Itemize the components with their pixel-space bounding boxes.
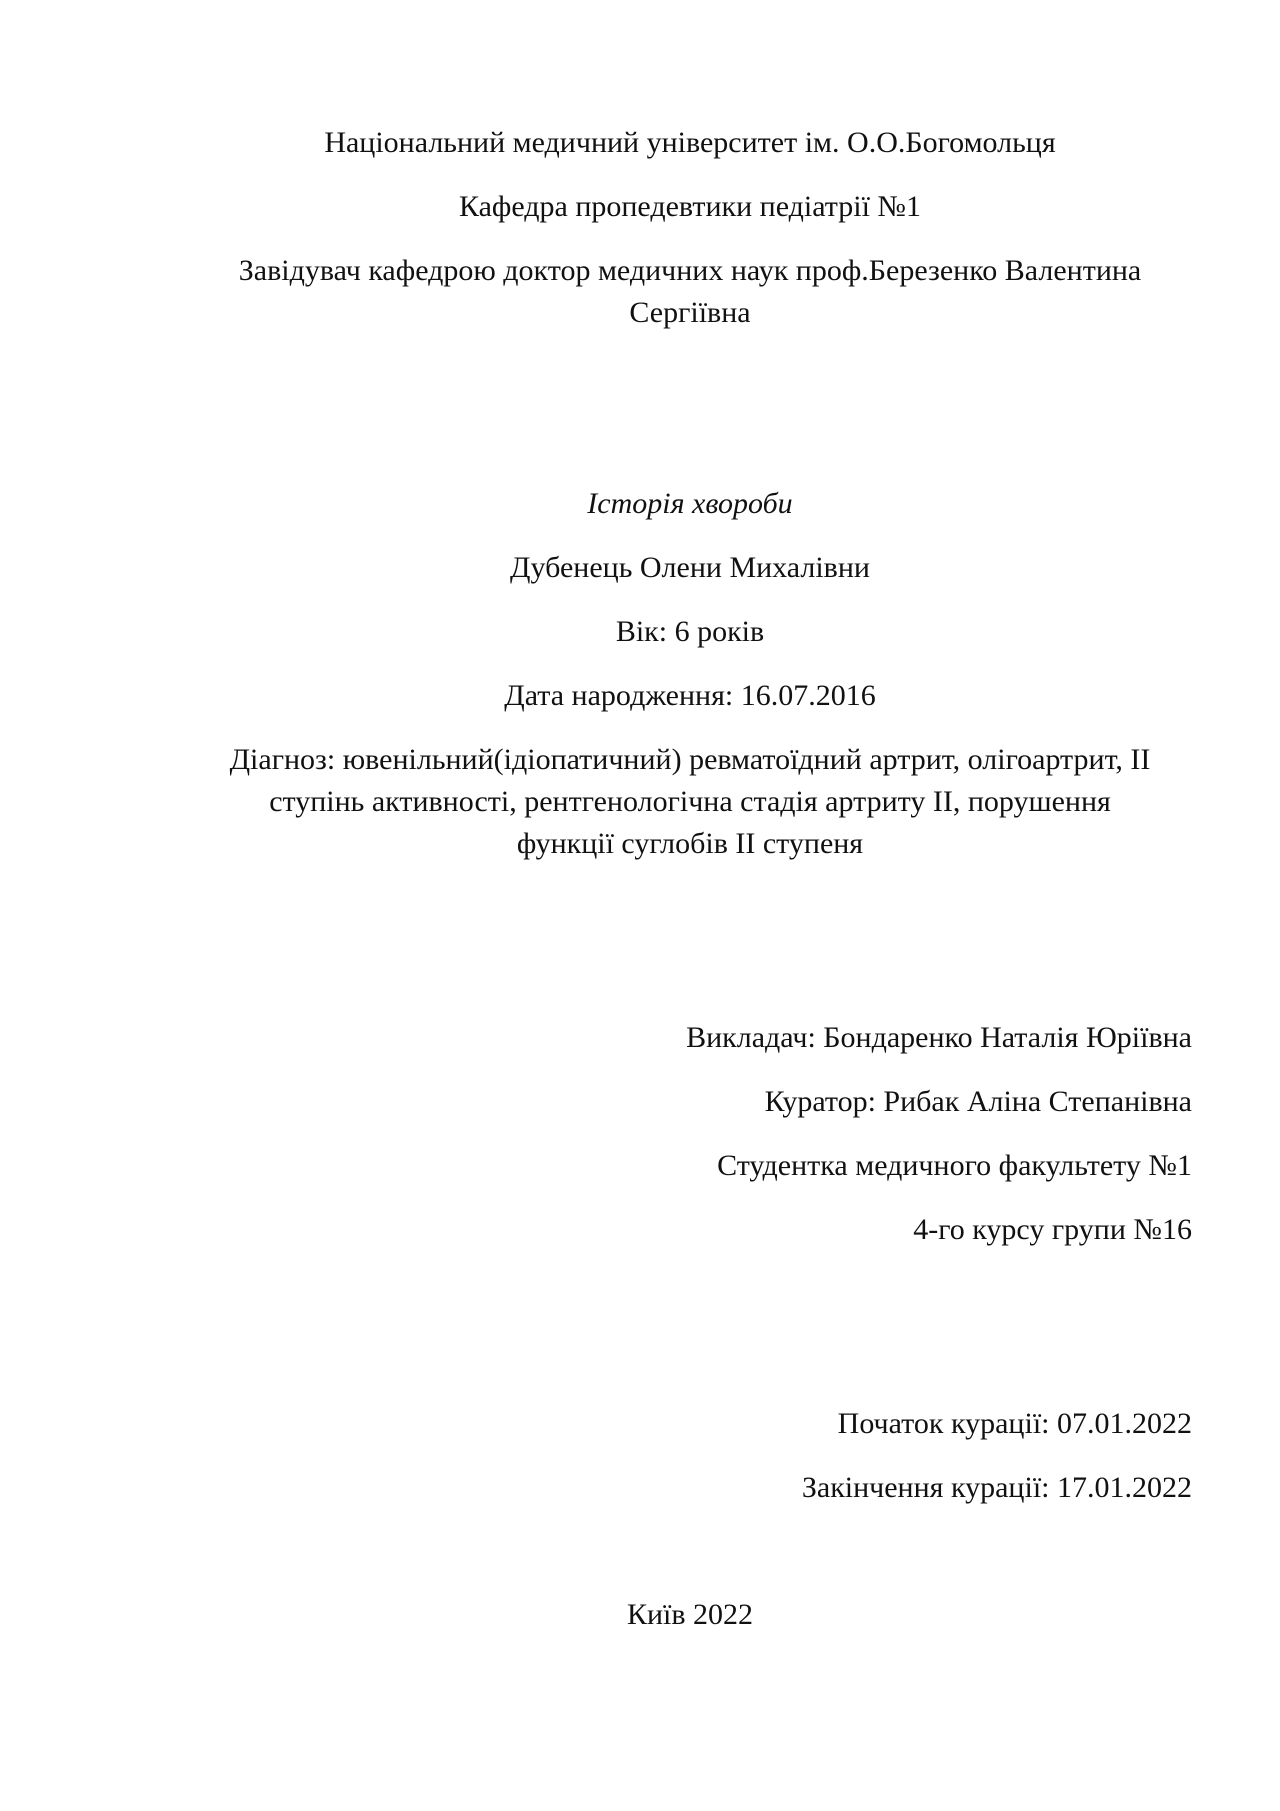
student-faculty: Студентка медичного факультету №1 (717, 1149, 1192, 1182)
city-year: Київ 2022 (626, 1598, 754, 1631)
curator-name: Куратор: Рибак Аліна Степанівна (764, 1085, 1192, 1118)
patient-name: Дубенець Олени Михалівни (510, 551, 870, 584)
diagnosis-line2: ступінь активності, рентгенологічна стадія артриту II, порушення (269, 785, 1111, 818)
birth-date: Дата народження: 16.07.2016 (504, 679, 876, 712)
university-name: Національний медичний університет ім. О.О.Богомольця (324, 126, 1056, 159)
patient-age: Вік: 6 років (615, 615, 765, 648)
department-name: Кафедра пропедевтики педіатрії №1 (458, 190, 922, 223)
curation-start: Початок курації: 07.01.2022 (837, 1407, 1192, 1440)
diagnosis-line3: функції суглобів II ступеня (516, 827, 864, 860)
department-head-line2: Сергіївна (629, 296, 751, 329)
diagnosis-line1: Діагноз: ювенільний(ідіопатичний) ревматоїдний артрит, олігоартрит, II (229, 743, 1151, 776)
student-group: 4-го курсу групи №16 (913, 1213, 1192, 1246)
teacher-name: Викладач: Бондаренко Наталія Юріївна (686, 1021, 1192, 1054)
document-title: Історія хвороби (587, 487, 793, 520)
curation-end: Закінчення курації: 17.01.2022 (801, 1471, 1192, 1504)
department-head-line1: Завідувач кафедрою доктор медичних наук проф.Березенко Валентина (238, 254, 1142, 287)
